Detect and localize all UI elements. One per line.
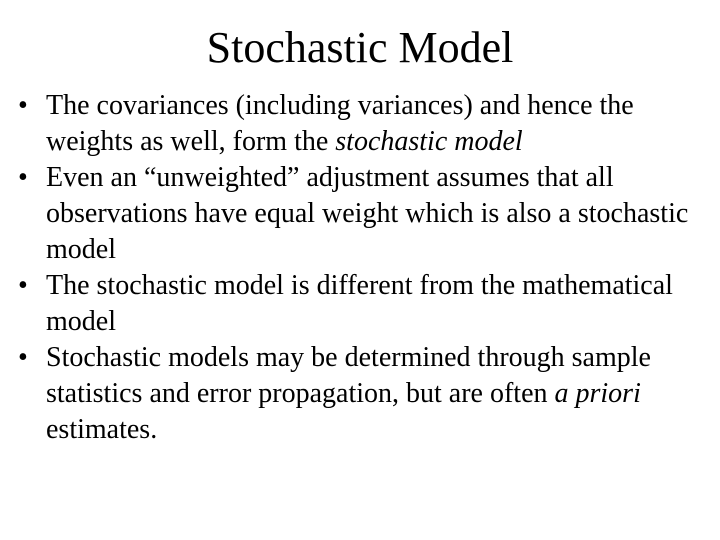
bullet-dot-icon: • (18, 342, 28, 373)
bullet-text (46, 90, 634, 157)
bullet-text (46, 270, 673, 337)
bullet-item (18, 340, 708, 448)
bullet-dot-icon: • (18, 162, 28, 193)
bullet-text-part: Even an “unweighted” adjustment assumes that all observations have equal weight which is also a stochastic model (46, 162, 689, 265)
slide-title: Stochastic Model (206, 23, 514, 72)
bullet-item (18, 160, 708, 268)
bullet-text (46, 162, 688, 265)
bullet-dot-icon: • (18, 90, 28, 121)
bullet-item (18, 88, 708, 160)
bullet-text-part-italic: stochastic model (335, 126, 523, 157)
bullet-text-part: The stochastic model is different from the mathematical model (46, 270, 673, 337)
bullet-dot-icon: • (18, 270, 28, 301)
bullet-text-part: The covariances (including variances) and hence the weights as well, form the (46, 90, 634, 157)
bullet-text-part: estimates. (46, 414, 158, 445)
bullet-item (18, 268, 708, 340)
bullet-text (46, 342, 651, 445)
bullet-list (18, 88, 708, 448)
bullet-text-part-italic: a priori (554, 378, 641, 409)
bullet-text-part: Stochastic models may be determined through sample statistics and error propagation, but are often (46, 342, 651, 409)
